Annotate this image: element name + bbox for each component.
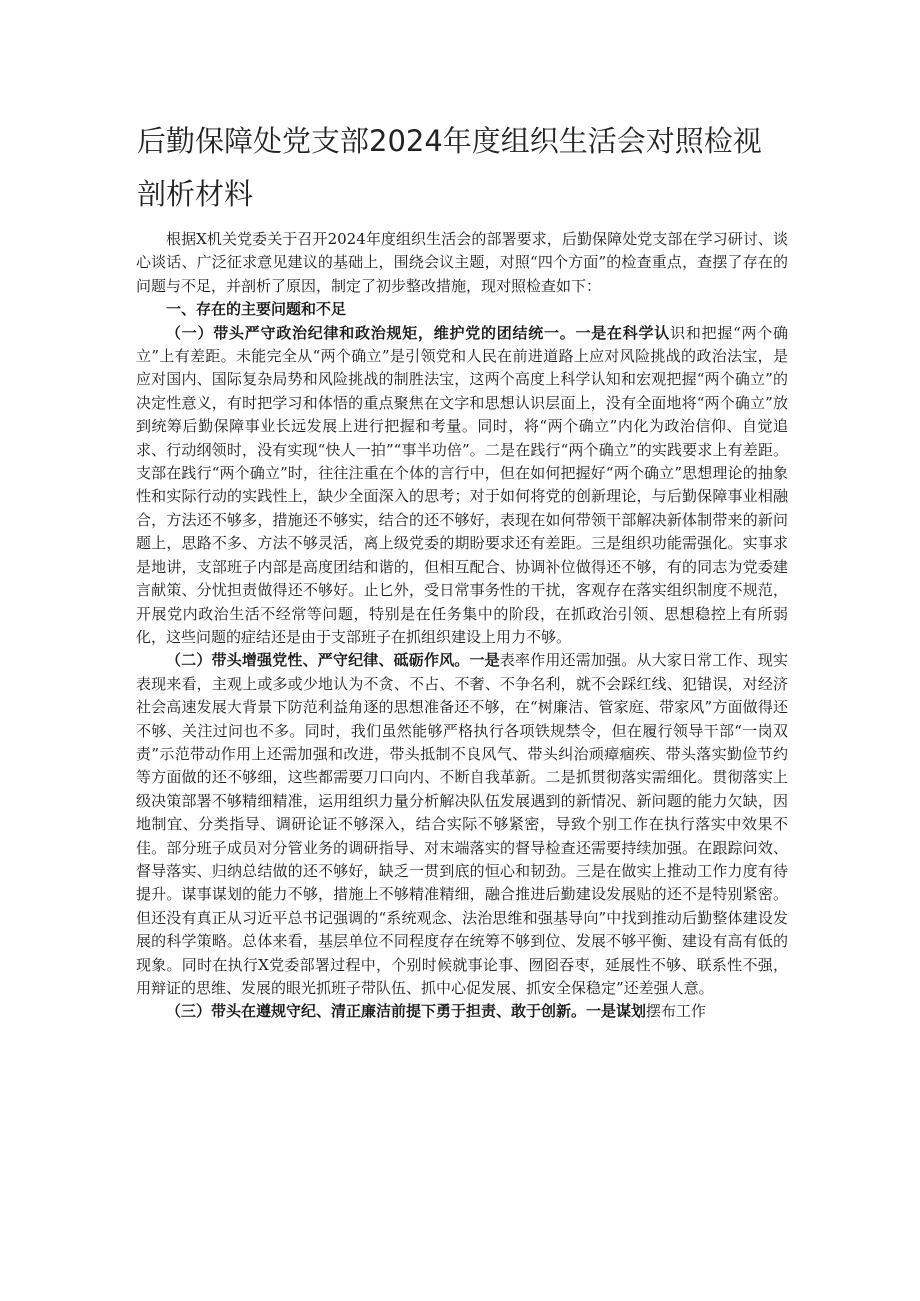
item-paragraph <box>136 649 788 1000</box>
item-text: 识和把握“两个确立”上有差距。未能完全从“两个确立”是引领党和人民在前进道路上应对风险挑战的政治法宝，是应对国内、国际复杂局势和风险挑战的制胜法宝，这两个高度上科学认知和宏观把握“两个确立”的决定性意义，有时把学习和体悟的重点聚焦在文字和思想认识层面上，没有全面地将“两个确立”放到统筹后勤保障事业长远发展上进行把握和考量。同时，将“两个确立”内化为政治信仰、自觉追求、行动纲领时，没有实现“快人一拍”“事半功倍”。二是在践行“两个确立”的实践要求上有差距。支部在践行“两个确立”时，往往注重在个体的言行中，但在如何把握好“两个确立”思想理论的抽象性和实际行动的实践性上，缺少全面深入的思考；对于如何将党的创新理论，与后勤保障事业相融合，方法还不够多，措施还不够实，结合的还不够好，表现在如何带领干部解决新体制带来的新问题上，思路不多、方法不够灵活，离上级党委的期盼要求还有差距。三是组织功能需强化。实事求是地讲，支部班子内部是高度团结和谐的，但相互配合、协调补位做得还不够，有的同志为党委建言献策、分忧担责做得还不够好。止匕外，受日常事务性的干扰，客观存在落实组织制度不规范，开展党内政治生活不经常等问题，特别是在任务集中的阶段，在抓政治引领、思想稳控上有所弱化，这些问题的症结还是由于支部班子在抓组织建设上用力不够。 <box>136 323 788 646</box>
item-lead: （二）带头增强党性、严守纪律、砥砺作风。一是 <box>166 651 500 670</box>
item-paragraph <box>136 1000 788 1023</box>
intro-paragraph: 根据X机关党委关于召开2024年度组织生活会的部署要求，后勤保障处党支部在学习研讨、谈心谈话、广泛征求意见建议的基础上，围绕会议主题，对照“四个方面”的检查重点，查摆了存在的问题与不足，并剖析了原因，制定了初步整改措施，现对照检查如下： <box>136 230 788 295</box>
document-body <box>136 228 788 1024</box>
item-paragraph <box>136 322 788 650</box>
document-title: 后勤保障处党支部2024年度组织生活会对照检视剖析材料 <box>137 124 762 211</box>
item-text: 表率作用还需加强。从大家日常工作、现实表现来看，主观上或多或少地认为不贪、不占、不奢、不争名利，就不会踩红线、犯错误，对经济社会高速发展大背景下防范利益角逐的思想准备还不够，在“树廉洁、管家庭、带家风”方面做得还不够、关注过问也不多。同时，我们虽然能够严格执行各项铁规禁令，但在履行领导干部“一岗双责”示范带动作用上还需加强和改进，带头抵制不良风气、带头纠治顽瘴痼疾、带头落实勤俭节约等方面做的还不够细，这些都需要刀口向内、不断自我革新。二是抓贯彻落实需细化。贯彻落实上级决策部署不够精细精准，运用组织力量分析解决队伍发展遇到的新情况、新问题的能力欠缺，因地制宜、分类指导、调研论证不够深入，结合实际不够紧密，导致个别工作在执行落实中效果不佳。部分班子成员对分管业务的调研指导、对末端落实的督导检查还需要持续加强。在跟踪问效、督导落实、归纳总结做的还不够好，缺乏一贯到底的恒心和韧劲。三是在做实上推动工作力度有待提升。谋事谋划的能力不够，措施上不够精准精细，融合推进后勤建设发展贴的还不是特别紧密。但还没有真正从习近平总书记强调的“系统观念、法治思维和强基导向”中找到推动后勤整体建设发展的科学策略。总体来看，基层单位不同程度存在统筹不够到位、发展不够平衡、建设有高有低的现象。同时在执行X党委部署过程中，个别时候就事论事、囫囵吞枣，延展性不够、联系性不强，用辩证的思维、发展的眼光抓班子带队伍、抓中心促发展、抓安全保稳定”还差强人意。 <box>136 651 788 997</box>
item-text: 摆布工作 <box>646 1002 707 1021</box>
section-heading: 一、存在的主要问题和不足 <box>166 300 347 319</box>
item-lead: （三）带头在遵规守纪、清正廉洁前提下勇于担责、敢于创新。一是谋划 <box>166 1002 647 1021</box>
item-lead: （一）带头严守政治纪律和政治规矩，维护党的团结统一。一是在科学认 <box>166 323 671 342</box>
